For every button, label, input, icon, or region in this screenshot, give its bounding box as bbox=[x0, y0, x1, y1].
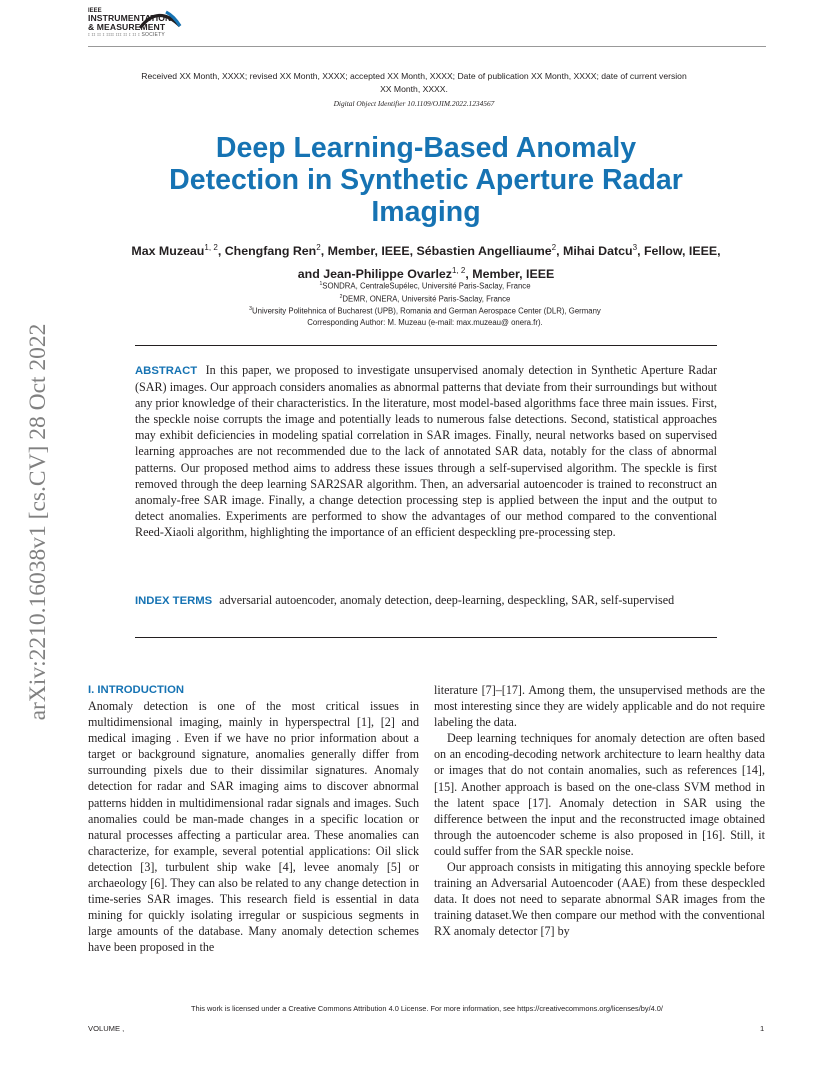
header-rule bbox=[88, 46, 766, 47]
right-column bbox=[434, 682, 765, 940]
affiliation: $^2$DEMR, ONERA, Université Paris-Saclay, France bbox=[339, 293, 511, 304]
paragraph: literature [7]–[17]. Among them, the unsupervised methods are the most interesting since they are widely applicable and do not require labeling the data. bbox=[434, 683, 765, 730]
abstract-bottom-rule bbox=[135, 637, 717, 638]
author-suffix: , Fellow, IEEE, and Jean-Philippe Ovarlez bbox=[297, 244, 721, 282]
author-sup: 1, 2 bbox=[451, 266, 466, 276]
index-terms-label: INDEX TERMS bbox=[135, 595, 213, 607]
logo-arc-icon bbox=[136, 8, 184, 30]
section-heading: I. INTRODUCTION bbox=[88, 684, 185, 696]
title-line: Deep Learning-Based Anomaly bbox=[215, 132, 637, 164]
abstract-text: In this paper, we proposed to investigate unsupervised anomaly detection in Synthetic Aperture Radar (SAR) images. Our approach considers anomalies as abnormal patterns that deviate from their surroundings but without any prior knowledge of their characteristics. In the literature, most model-based algorithms face three main issues. First, the speckle noise corrupts the image and potentially leads to numerous false detections. Second, statistical approaches may exhibit deficiencies in modeling spatial correlation in SAR images. Finally, neural networks based on supervised learning approaches are not recommended due to the lack of annotated SAR data, notably for the class of abnormal patterns. Our proposed method aims to address these issues through a self-supervised algorithm. The speckle is first removed through the deep learning SAR2SAR algorithm. Then, an adversarial autoencoder is trained to reconstruct an anomaly-free SAR image. Finally, a change detection processing step is applied between the input and the output to detect anomalies. Experiments are performed to show the advantages of our method compared to the conventional Reed-Xiaoli algorithm, highlighting the importance of an efficient despeckling pre-processing step. bbox=[135, 363, 717, 539]
author-sup: 1, 2 bbox=[204, 243, 218, 252]
paper-title bbox=[120, 132, 732, 228]
index-terms bbox=[135, 592, 717, 609]
author-name: Sébastien Angelliaume bbox=[416, 244, 552, 259]
logo-line-3: & MEASUREMENT bbox=[88, 22, 166, 32]
author-name: Chengfang Ren bbox=[224, 244, 317, 259]
logo-line-1: IEEE bbox=[88, 8, 102, 14]
author-suffix: , Member, IEEE, bbox=[320, 244, 417, 259]
abstract-label: ABSTRACT bbox=[135, 365, 198, 377]
logo-line-2: INSTRUMENTATION bbox=[88, 13, 172, 23]
abstract bbox=[135, 362, 717, 540]
doi-line: Digital Object Identifier 10.1109/OJIM.2022.1234567 bbox=[333, 99, 495, 108]
paragraph: Anomaly detection is one of the most critical issues in multidimensional imaging, mainly in hyperspectral [1], [2] and medical imaging . Even if we have no prior information about a target or background signature, anomalies generally differ from surrounding pixels due to their dissimilar signatures. Anomaly detection for radar and SAR imaging aims to discover abnormal patterns hidden in multidimensional radar signals and images. Such anomalies could be man-made changes in a specific location or natural processes affecting a particular area. These anomalies can characterize, for example, several potential applications: Oil slick detection [3], turbulent ship wake [4], levee anomaly [5] or archaeology [6]. They can also be related to any change detection in time-series SAR images. This research field is essential in data mining for quickly isolating irregular or suspicious segments in large amounts of the database. Many anomaly detection schemes have been proposed in the bbox=[88, 699, 419, 955]
author-sup: 2 bbox=[551, 243, 557, 252]
paragraph: Deep learning techniques for anomaly detection are often based on an encoding-decoding network architecture to learn healthy data or images that do not contain anomalies, such as references [14], [15]. Another approach is based on the one-class SVM method in the latent space [17]. Anomaly detection in SAR using the difference between the input and the reconstructed image obtained through the autoencoder scheme is also proposed in [16]. Still, it could suffer from the SAR speckle noise. bbox=[434, 731, 765, 858]
author-sup: 2 bbox=[316, 243, 321, 252]
logo-line-4: ɪ ɪɪ ɪɪ ɪ ɪɪɪɪ ɪɪɪ ɪɪ ɪ ɪɪ ɪ SOCIETY bbox=[88, 32, 165, 38]
author-suffix: , Member, IEEE bbox=[465, 267, 555, 282]
author-suffix: , bbox=[217, 244, 225, 259]
title-line: Detection in Synthetic Aperture Radar bbox=[169, 164, 683, 196]
title-line: Imaging bbox=[371, 196, 481, 228]
abstract-top-rule bbox=[135, 345, 717, 346]
received-dates: Received XX Month, XXXX; revised XX Month, XXXX; accepted XX Month, XXXX; Date of publication XX Month, XXXX; date of current version XX Month, XXXX. bbox=[141, 71, 687, 94]
author-sup: 3 bbox=[632, 243, 638, 252]
left-column bbox=[88, 682, 419, 956]
affiliation: $^1$SONDRA, CentraleSupélec, Université Paris-Saclay, France bbox=[319, 281, 531, 291]
page-number: 1 bbox=[760, 1024, 765, 1033]
affiliations bbox=[140, 279, 710, 317]
author-list bbox=[130, 238, 722, 284]
author-name: Max Muzeau bbox=[131, 244, 205, 259]
society-logo bbox=[88, 8, 188, 48]
author-suffix: , Mihai Datcu bbox=[556, 244, 633, 259]
license-notice: This work is licensed under a Creative Commons Attribution 4.0 License. For more information, see https://creativecommons.org/licenses/by/4.0/ bbox=[191, 1004, 663, 1013]
volume-label: VOLUME , bbox=[88, 1024, 125, 1033]
corresponding-author: Corresponding Author: M. Muzeau (e-mail: max.muzeau@ onera.fr). bbox=[307, 318, 543, 327]
affiliation: $^3$University Politehnica of Bucharest (UPB), Romania and German Aerospace Center (DLR), Germany bbox=[249, 306, 601, 316]
index-terms-text: adversarial autoencoder, anomaly detection, deep-learning, despeckling, SAR, self-supervised bbox=[219, 593, 675, 607]
paragraph: Our approach consists in mitigating this annoying speckle before training an Adversarial Autoencoder (AAE) from these despeckled data. It does not need to separate abnormal SAR images from the training dataset.We then compare our method with the conventional RX anomaly detector [7] by bbox=[434, 860, 765, 939]
